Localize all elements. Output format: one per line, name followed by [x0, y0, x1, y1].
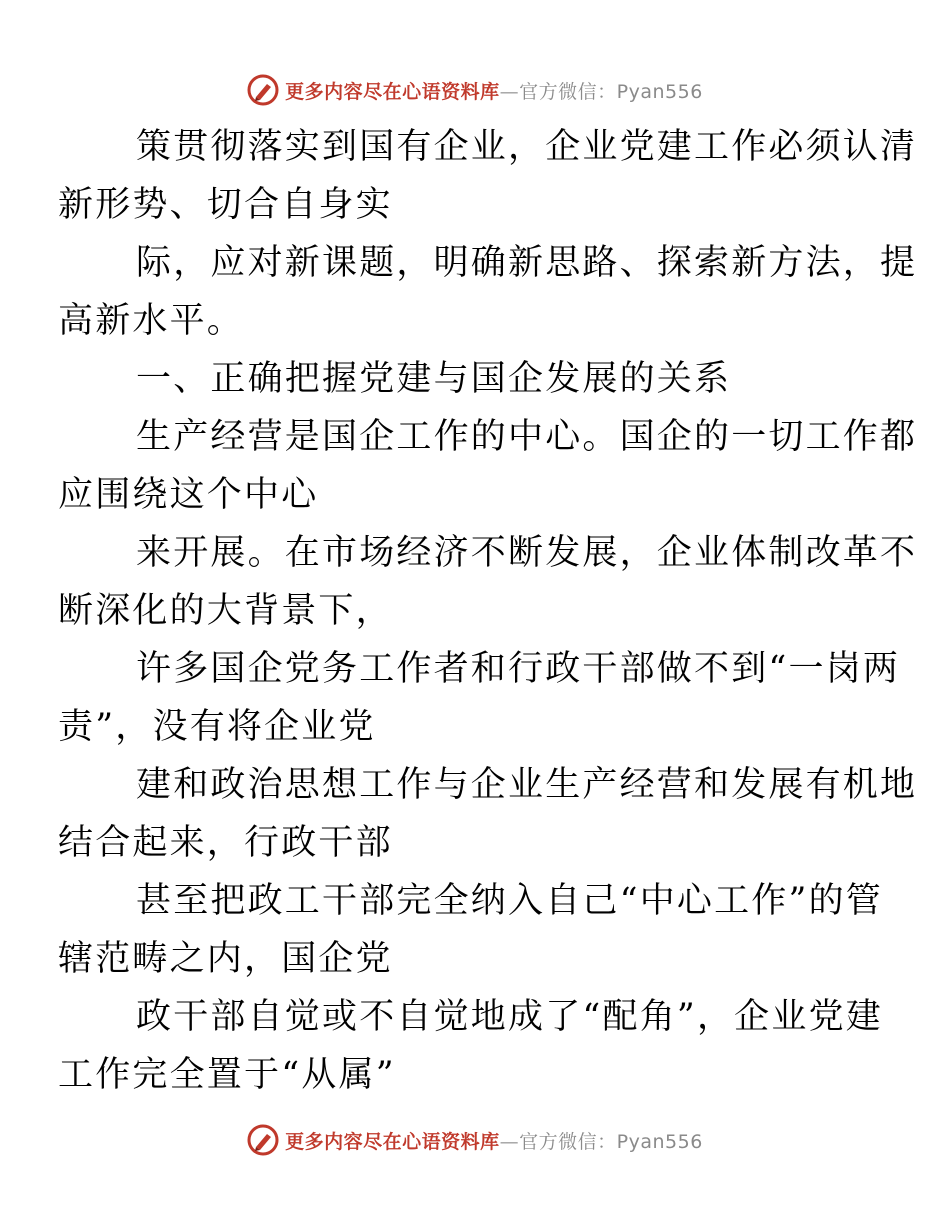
watermark-text — [285, 77, 703, 104]
text-line: 新形势、切合自身实 — [58, 185, 393, 225]
text-line: 甚至把政工干部完全纳入自己“中心工作”的管 — [136, 881, 883, 921]
watermark-brand: 更多内容尽在心语资料库 — [285, 1130, 500, 1153]
watermark-separator: — — [499, 80, 520, 103]
watermark-contact: 官方微信：Pyan556 — [519, 80, 703, 103]
paragraph-5 — [58, 524, 918, 640]
watermark-contact: 官方微信：Pyan556 — [519, 1130, 703, 1153]
text-line: 政干部自觉或不自觉地成了“配角”，企业党建 — [136, 997, 883, 1037]
paragraph-4 — [58, 408, 918, 524]
paragraph-8 — [58, 872, 883, 988]
paragraph-9 — [58, 988, 883, 1104]
header-watermark — [0, 70, 950, 110]
text-line: 许多国企党务工作者和行政干部做不到“一岗两 — [136, 649, 901, 689]
text-line: 际，应对新课题，明确新思路、探索新方法，提 — [136, 243, 918, 283]
text-line: 生产经营是国企工作的中心。国企的一切工作都 — [136, 417, 918, 457]
text-line: 责”，没有将企业党 — [58, 707, 376, 747]
text-line: 来开展。在市场经济不断发展，企业体制改革不 — [136, 533, 918, 573]
paragraph-1 — [58, 118, 918, 234]
watermark-text — [285, 1127, 703, 1154]
section-heading — [97, 350, 857, 408]
text-line: 断深化的大背景下， — [58, 591, 393, 631]
text-line: 工作完全置于“从属” — [58, 1055, 396, 1095]
text-line: 一、正确把握党建与国企发展的关系 — [136, 359, 732, 399]
text-line: 结合起来，行政干部 — [58, 823, 393, 863]
pen-logo-icon — [247, 1124, 279, 1156]
footer-watermark — [0, 1120, 950, 1160]
text-line: 建和政治思想工作与企业生产经营和发展有机地 — [136, 765, 918, 805]
document-body — [58, 118, 918, 1104]
text-line: 高新水平。 — [58, 301, 245, 341]
text-line: 策贯彻落实到国有企业，企业党建工作必须认清 — [136, 127, 918, 167]
text-line: 应围绕这个中心 — [58, 475, 319, 515]
watermark-brand: 更多内容尽在心语资料库 — [285, 80, 500, 103]
paragraph-6 — [58, 640, 901, 756]
pen-logo-icon — [247, 74, 279, 106]
watermark-separator: — — [499, 1130, 520, 1153]
paragraph-2 — [58, 234, 918, 350]
paragraph-7 — [58, 756, 918, 872]
text-line: 辖范畴之内，国企党 — [58, 939, 393, 979]
